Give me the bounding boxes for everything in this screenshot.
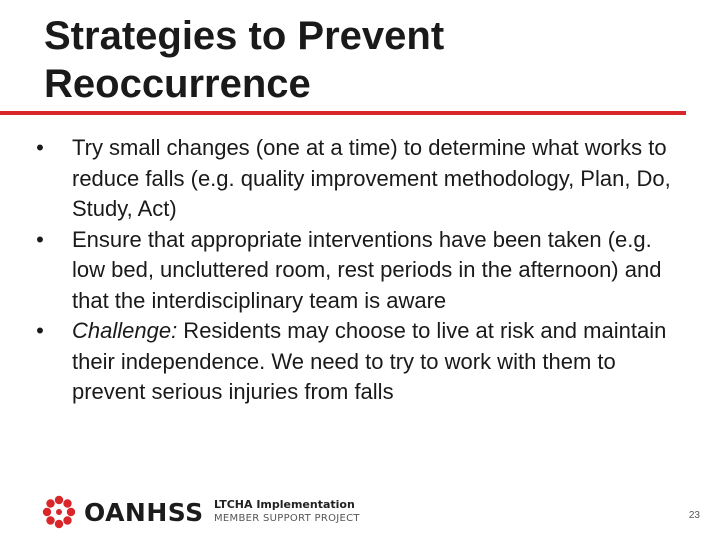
bullet-item [30,225,690,317]
page-number: 23 [688,510,700,521]
bullet-marker: • [36,318,44,343]
logo-wordmark: OANHSS [84,497,204,527]
title-divider [0,111,686,115]
bullet-list [30,133,690,408]
bullet-item [30,316,690,408]
bullet-marker: • [36,135,44,160]
bullet-text: Residents may choose to live at risk and maintain their independence. We need to try to work with them to prevent serious injuries from falls [72,318,667,404]
bullet-text: Try small changes (one at a time) to determine what works to reduce falls (e.g. quality improvement methodology, Plan, Do, Study, Act) [72,135,671,221]
bullet-lead-emphasis: Challenge: [72,318,178,343]
bullet-item [30,133,690,225]
oanhss-logo [42,494,204,530]
slide-title: Strategies to Prevent Reoccurrence [44,14,445,106]
bullet-marker: • [36,226,44,252]
project-label [214,498,360,525]
project-title: LTCHA Implementation [214,498,355,511]
bullet-text: Ensure that appropriate interventions have been taken (e.g. low bed, uncluttered room, rest periods in the afternoon) and that the interdisciplinary team is aware [72,226,662,313]
oanhss-flower-icon [42,495,76,529]
project-subtitle: MEMBER SUPPORT PROJECT [214,513,360,524]
